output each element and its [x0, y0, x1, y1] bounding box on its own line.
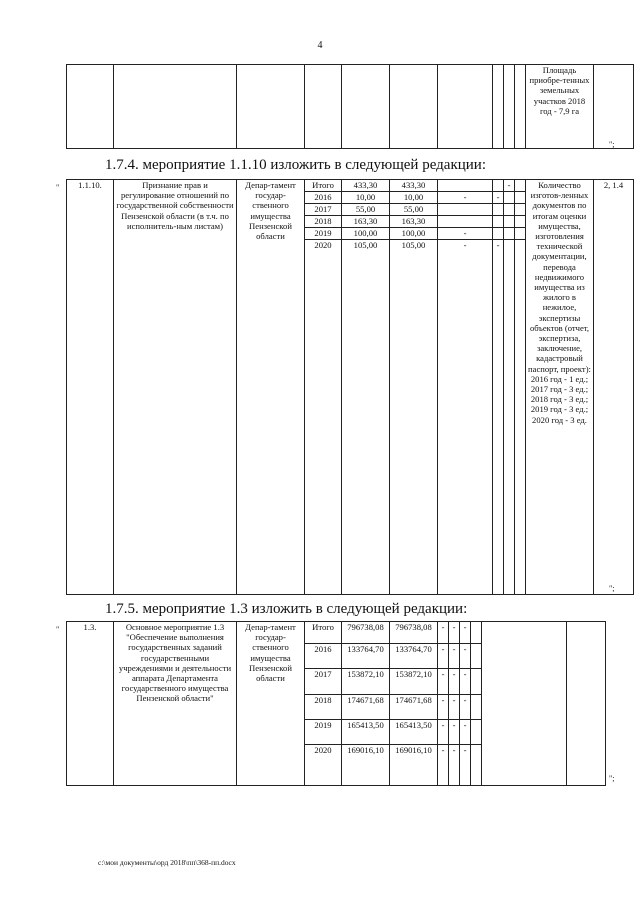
year-cell: 2017 [305, 204, 342, 216]
source-cell: - [438, 228, 493, 240]
dash-cell: - [449, 720, 460, 745]
dash-cell: - [460, 695, 471, 720]
dash-cell: - [460, 720, 471, 745]
dash-cell: - [438, 622, 449, 644]
executor: Депар-тамент государ-ственного имущества Пензенской области [237, 622, 305, 786]
source-cell [493, 228, 504, 240]
executor: Депар-тамент государ-ственного имущества Пензенской области [237, 180, 305, 595]
dash-cell: - [460, 745, 471, 786]
opening-quote-mark: " [56, 625, 60, 634]
total-cell: 153872,10 [342, 669, 390, 695]
top-continuation-table [66, 64, 634, 149]
source-cell: - [493, 240, 504, 595]
source-cell [493, 216, 504, 228]
page-number: 4 [317, 40, 323, 51]
source-cell [504, 216, 515, 228]
section-heading-1-7-4: 1.7.4. мероприятие 1.1.10 изложить в следующей редакции: [105, 157, 486, 173]
dash-cell: - [438, 669, 449, 695]
source-cell: - [504, 180, 515, 192]
closing-quote-mark: "; [609, 140, 615, 149]
source-cell [493, 204, 504, 216]
budget-cell: 433,30 [390, 180, 438, 192]
indicator-cell: Количество изготов-ленных документов по итогам оценки имущества, изготовления технической документации, перевода недвижимого имущества из жилого в нежилое, экспертизы объектов (отчет, экспертиза, заключение, кадастровый паспорт, проект): 2016 год - 1 ед.; 2017 год - 3 ед.; 2018 год - 3 ед.; 2019 год - 3 ед.; 2020 год - 3 ед. [526, 180, 594, 595]
total-cell: 433,30 [342, 180, 390, 192]
year-cell: 2020 [305, 240, 342, 595]
budget-cell: 133764,70 [390, 644, 438, 669]
dash-cell: - [449, 644, 460, 669]
year-cell: Итого [305, 180, 342, 192]
source-cell [504, 192, 515, 204]
total-cell: 169016,10 [342, 745, 390, 786]
activity-1-3-table [66, 621, 606, 786]
source-cell [438, 216, 493, 228]
total-cell: 133764,70 [342, 644, 390, 669]
dash-cell: - [449, 695, 460, 720]
year-cell: 2018 [305, 695, 342, 720]
dash-cell: - [449, 669, 460, 695]
total-cell: 105,00 [342, 240, 390, 595]
year-cell: 2016 [305, 644, 342, 669]
budget-cell: 105,00 [390, 240, 438, 595]
dash-cell: - [460, 622, 471, 644]
source-cell [504, 204, 515, 216]
closing-quote-mark: "; [609, 584, 615, 593]
source-cell: - [438, 240, 493, 595]
budget-cell: 174671,68 [390, 695, 438, 720]
year-cell: 2017 [305, 669, 342, 695]
activity-1-1-10-table [66, 179, 634, 595]
dash-cell: - [438, 644, 449, 669]
dash-cell: - [449, 622, 460, 644]
total-cell: 100,00 [342, 228, 390, 240]
budget-cell: 55,00 [390, 204, 438, 216]
source-cell [438, 204, 493, 216]
source-cell [504, 228, 515, 240]
budget-cell: 153872,10 [390, 669, 438, 695]
budget-cell: 165413,50 [390, 720, 438, 745]
closing-quote-mark: "; [609, 774, 615, 783]
budget-cell: 163,30 [390, 216, 438, 228]
top-indicator-cell: Площадь приобре-тенных земельных участков 2018 год - 7,9 га [526, 65, 594, 149]
budget-cell: 796738,08 [390, 622, 438, 644]
total-cell: 174671,68 [342, 695, 390, 720]
dash-cell: - [460, 644, 471, 669]
source-cell: - [438, 192, 493, 204]
dash-cell: - [438, 695, 449, 720]
dash-cell: - [449, 745, 460, 786]
year-cell: 2018 [305, 216, 342, 228]
budget-cell: 169016,10 [390, 745, 438, 786]
year-cell: 2016 [305, 192, 342, 204]
source-cell [504, 240, 515, 595]
budget-cell: 100,00 [390, 228, 438, 240]
year-cell: 2019 [305, 720, 342, 745]
total-cell: 796738,08 [342, 622, 390, 644]
total-cell: 55,00 [342, 204, 390, 216]
total-cell: 163,30 [342, 216, 390, 228]
activity-name: Основное мероприятие 1.3 "Обеспечение выполнения государственных заданий государственными учреждениями и деятельности аппарата Департамента государственного имущества Пензенской области" [114, 622, 237, 786]
dash-cell: - [438, 720, 449, 745]
dash-cell: - [460, 669, 471, 695]
opening-quote-mark: " [56, 183, 60, 192]
source-cell: - [493, 192, 504, 204]
document-file-path: c:\мои документы\орд 2018\пп\368-пп.docx [98, 858, 236, 867]
year-cell: 2020 [305, 745, 342, 786]
year-cell: Итого [305, 622, 342, 644]
total-cell: 165413,50 [342, 720, 390, 745]
budget-cell: 10,00 [390, 192, 438, 204]
total-cell: 10,00 [342, 192, 390, 204]
row-number: 1.3. [67, 622, 114, 786]
section-heading-1-7-5: 1.7.5. мероприятие 1.3 изложить в следующей редакции: [105, 601, 468, 617]
source-cell [493, 180, 504, 192]
year-cell: 2019 [305, 228, 342, 240]
dash-cell: - [438, 745, 449, 786]
activity-name: Признание прав и регулирование отношений по государственной собственности Пензенской области (в т.ч. по исполнитель-ным листам) [114, 180, 237, 595]
row-number: 1.1.10. [67, 180, 114, 595]
link-cell: 2, 1.4 [594, 180, 634, 595]
source-cell [438, 180, 493, 192]
